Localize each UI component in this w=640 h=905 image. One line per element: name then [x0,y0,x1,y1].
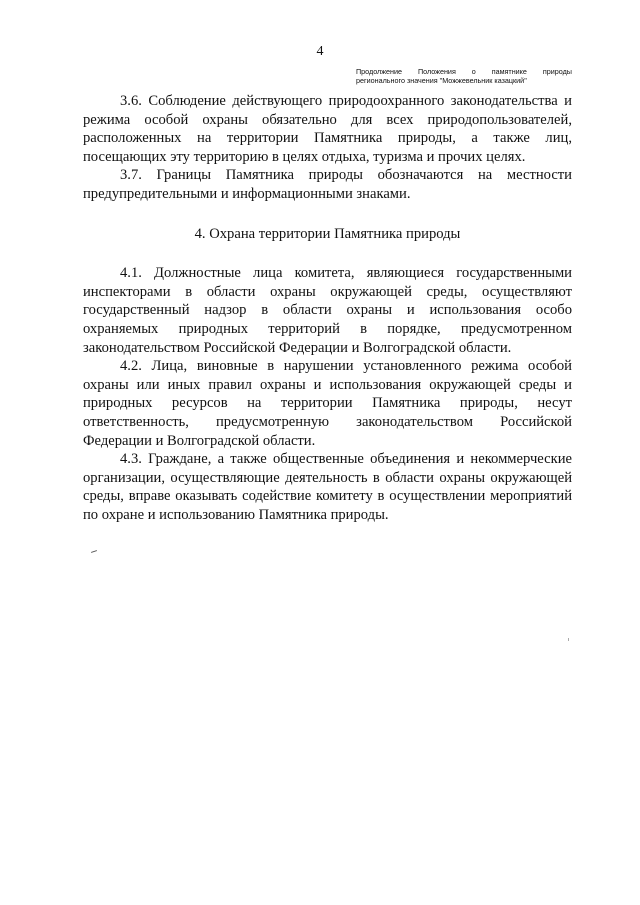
paragraph-4-2: 4.2. Лица, виновные в нарушении установленного режима особой охраны или иных правил охраны и использования окружающей среды и природных ресурсов на территории Памятника природы, несут ответственность, предусмотренную законодательством Российской Федерации и Волгоградской области. [83,358,572,449]
section-heading: 4. Охрана территории Памятника природы [194,225,461,242]
continuation-word: Положения [417,67,456,76]
continuation-note-line1 [356,67,572,76]
document-body [83,92,572,524]
continuation-word: Продолжение [356,67,403,76]
scan-artifact-dot [568,638,569,641]
page-number: 4 [316,44,324,59]
continuation-word: о [471,67,476,76]
continuation-word: памятнике [491,67,527,76]
continuation-word: природы [542,67,572,76]
paragraph-4-1: 4.1. Должностные лица комитета, являющиеся государственными инспекторами в области охраны окружающей среды, осуществляют государственный надзор в области охраны и использования особо охраняемых природных территорий в порядке, предусмотренном законодательством Российской Федерации и Волгоградской области. [83,265,572,356]
continuation-note-line2: регионального значения "Можжевельник казацкий" [356,76,527,85]
scan-artifact-dash [91,550,97,553]
paragraph-3-6: 3.6. Соблюдение действующего природоохранного законодательства и режима особой охраны обязательно для всех природопользователей, расположенных на территории Памятника природы, а также лиц, посещающих эту территорию в целях отдыха, туризма и прочих целях. [83,93,572,165]
continuation-note [356,67,572,85]
paragraph-4-3: 4.3. Граждане, а также общественные объединения и некоммерческие организации, осуществляющие деятельность в области охраны окружающей среды, вправе оказывать содействие комитету в осуществлении мероприятий по охране и использованию Памятника природы. [83,451,572,523]
paragraph-3-7: 3.7. Границы Памятника природы обозначаются на местности предупредительными и информационными знаками. [83,167,572,202]
